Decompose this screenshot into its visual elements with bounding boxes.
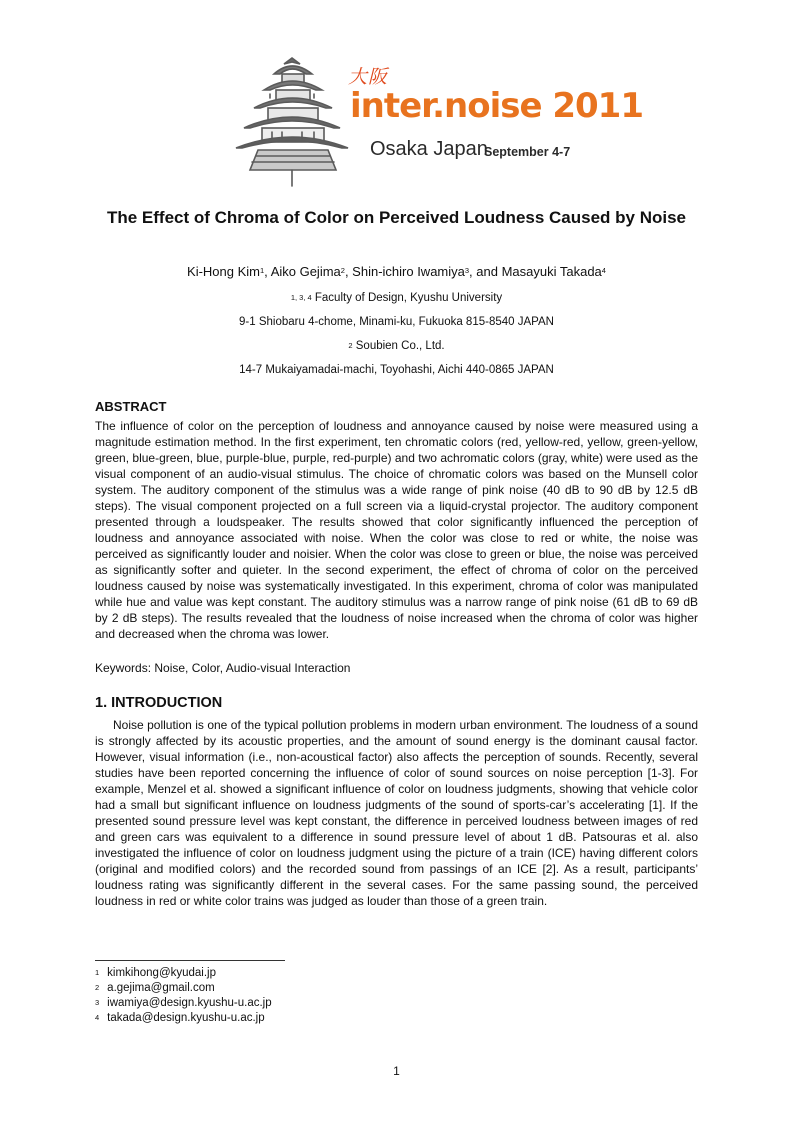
- keywords: Keywords: Noise, Color, Audio-visual Interaction: [95, 661, 351, 675]
- footnote: $^4$ takada@design.kyushu-u.ac.jp: [95, 1012, 265, 1024]
- author-mark: 1: [260, 266, 265, 275]
- event-city: Osaka Japan: [370, 138, 488, 160]
- affiliation-address: 14-7 Mukaiyamadai-machi, Toyohashi, Aichi 440-0865 JAPAN: [239, 364, 554, 376]
- event-name: inter.noise 2011: [350, 86, 643, 126]
- affiliation-mark: 2: [348, 341, 353, 350]
- conference-logo: [222, 50, 643, 190]
- affiliation-address: 9-1 Shiobaru 4-chome, Minami-ku, Fukuoka 815-8540 JAPAN: [239, 316, 554, 328]
- affiliation-name: $^2$ Soubien Co., Ltd.: [348, 340, 445, 352]
- affiliation-mark: 1, 3, 4: [290, 293, 312, 302]
- footnote-divider: [95, 960, 285, 961]
- page-number: 1: [393, 1064, 400, 1078]
- author-mark: 4: [601, 266, 606, 275]
- author-mark: 3: [464, 266, 470, 275]
- footnote: $^1$ kimkihong@kyudai.jp: [95, 967, 217, 979]
- osaka-kanji: 大阪: [348, 66, 389, 88]
- author-name: Shin-ichiro Iwamiya: [352, 264, 465, 279]
- abstract-body: The influence of color on the perception of loudness and annoyance caused by noise were measured using a magnitude estimation method. In the first experiment, ten chromatic colors (red, yellow-red, yellow, green-yellow, green, blue-green, blue, purple-blue, purple, red-purple) and two achromatic colors (gray, white) were used as the visual component of an audio-visual stimulus. The choice of chromatic colors was based on the Munsell color system. The auditory component of the stimulus was a wide range of pink noise (40 dB to 90 dB by 12.5 dB steps). The visual component projected on a full screen via a liquid-crystal projector. The auditory component presented through a loudspeaker. The results showed that color significantly influenced the perception of loudness and annoyance associated with noise. When the color was close to red or white, the noise was perceived as significantly louder and noisier. When the color was close to green or blue, the noise was perceived as significantly softer and quieter. In the second experiment, the effect of chroma of color on the perceived loudness caused by noise was systematically investigated. In this experiment, chroma of color was manipulated while hue and value was kept constant. The auditory stimulus was a narrow range of pink noise (61 dB to 69 dB by 2 dB steps). The results revealed that the loudness of noise increased when the chroma of color was higher and decreased when the chroma was lower.: [95, 419, 698, 641]
- paper-title: The Effect of Chroma of Color on Perceived Loudness Caused by Noise: [106, 208, 687, 227]
- author-separator: ,: [344, 264, 353, 279]
- author-separator: , and: [469, 264, 502, 279]
- author-separator: ,: [264, 264, 271, 279]
- section-heading-introduction: 1. INTRODUCTION: [95, 695, 223, 711]
- author-mark: 2: [340, 266, 345, 275]
- author-name: Masayuki Takada: [501, 264, 602, 279]
- osaka-castle-icon: [222, 50, 352, 190]
- affiliation-name: $^{1, 3, 4}$ Faculty of Design, Kyushu University: [290, 292, 503, 304]
- abstract-heading: ABSTRACT: [95, 399, 167, 414]
- introduction-body: Noise pollution is one of the typical pollution problems in modern urban environment. The loudness of a sound is strongly affected by its acoustic properties, and the amount of sound energy is the dominant causal factor. However, visual information (i.e., non-acoustical factor) also affects the perception of sounds. Recently, several studies have been reported concerning the influence of color of sound sources on noise perception [1-3]. For example, Menzel et al. showed a significant influence of color on loudness judgments, showing that vehicle color had a small but significant influence on loudness judgments of the sound of sports-car’s accelerating [1]. If the presented sound pressure level was kept constant, the difference in perceived loudness between images of red and green cars was equivalent to a difference in sound pressure level of about 1 dB. Patsouras et al. also investigated the influence of color on loudness judgment using the picture of a train (ICE) having different colors (original and modified colors) and the recorded sound from passings of an ICE [2]. As a result, participants’ loudness rating was significantly different in the several cases. For the same passing sound, the perceived loudness in red or white color trains was judged as louder than those of a green train.: [95, 718, 698, 908]
- footnote: $^3$ iwamiya@design.kyushu-u.ac.jp: [95, 997, 272, 1009]
- footnote: $^2$ a.gejima@gmail.com: [95, 982, 215, 994]
- author-name: Aiko Gejima: [270, 264, 341, 279]
- author-list: [60, 264, 733, 280]
- author-name: Ki-Hong Kim: [187, 264, 260, 279]
- event-dates: September 4-7: [484, 145, 571, 159]
